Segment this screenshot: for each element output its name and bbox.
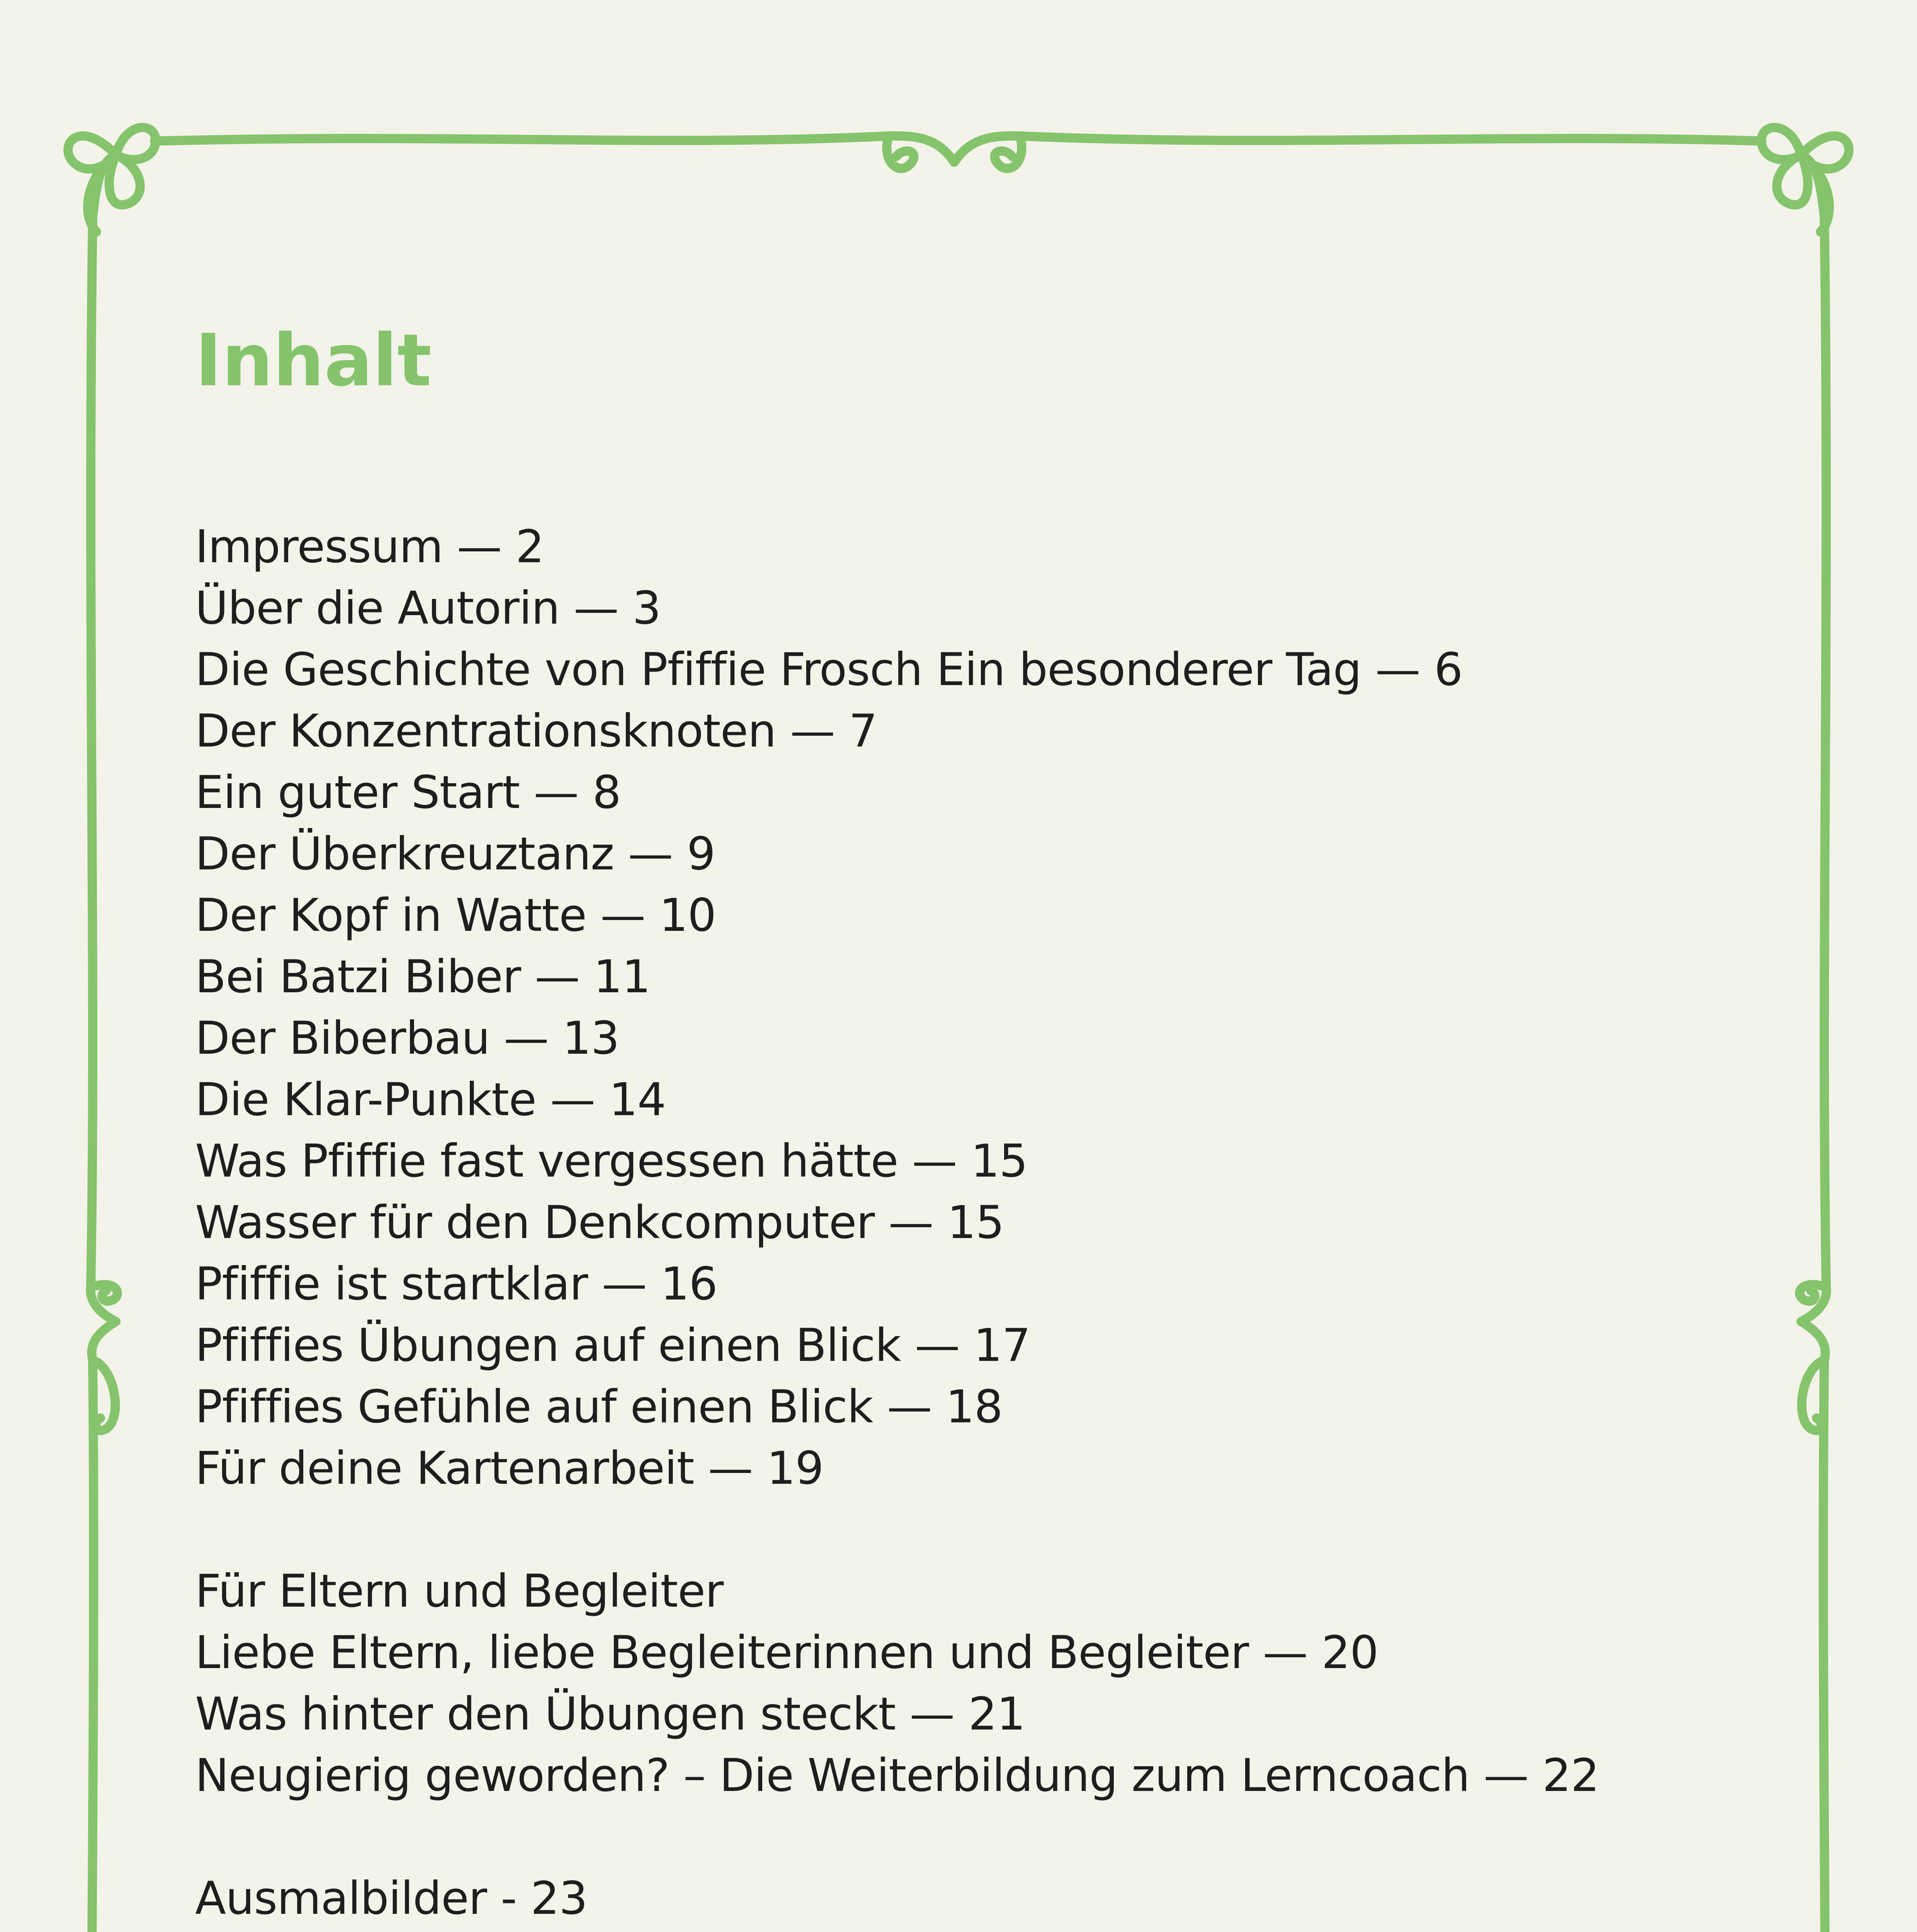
toc-spacer [195,1499,1779,1560]
page-title: Inhalt [195,318,432,402]
toc-entry[interactable]: Pfiffie ist startklar — 16 [195,1257,717,1310]
toc-entry[interactable]: Ausmalbilder - 23 [195,1872,588,1925]
frame-left-line [90,216,116,1932]
toc-entry[interactable]: Neugierig geworden? – Die Weiterbildung zum Lerncoach — 22 [195,1749,1599,1802]
toc-entry[interactable]: Was hinter den Übungen steckt — 21 [195,1687,1025,1740]
toc-entry[interactable]: Pfiffies Gefühle auf einen Blick — 18 [195,1380,1003,1433]
toc-entry[interactable]: Die Klar-Punkte — 14 [195,1073,666,1126]
toc-entry[interactable]: Was Pfiffie fast vergessen hätte — 15 [195,1134,1028,1187]
toc-section-heading: Für Eltern und Begleiter [195,1565,724,1617]
toc-entry[interactable]: Bei Batzi Biber — 11 [195,950,651,1003]
toc-spacer [195,1806,1779,1867]
toc-entry[interactable]: Der Kopf in Watte — 10 [195,889,716,942]
toc-entry[interactable]: Die Geschichte von Pfiffie Frosch Ein besonderer Tag — 6 [195,643,1463,696]
toc-entry[interactable]: Der Biberbau — 13 [195,1012,619,1065]
toc-entry[interactable]: Ein guter Start — 8 [195,766,621,819]
toc-entry[interactable]: Der Überkreuztanz — 9 [195,827,715,880]
frame-top-line [155,136,1762,162]
frame-right-line [1801,216,1827,1932]
toc-entry[interactable]: Impressum — 2 [195,520,544,573]
table-of-contents [195,516,1779,1929]
corner-bow-top-right [1761,128,1849,232]
toc-entry[interactable]: Liebe Eltern, liebe Begleiterinnen und Begleiter — 20 [195,1626,1378,1679]
corner-bow-top-left [68,128,156,232]
toc-entry[interactable]: Pfiffies Übungen auf einen Blick — 17 [195,1319,1030,1372]
toc-entry[interactable]: Wasser für den Denkcomputer — 15 [195,1196,1004,1249]
toc-entry[interactable]: Über die Autorin — 3 [195,582,661,634]
toc-entry[interactable]: Für deine Kartenarbeit — 19 [195,1442,824,1495]
toc-entry[interactable]: Der Konzentrationsknoten — 7 [195,704,877,757]
